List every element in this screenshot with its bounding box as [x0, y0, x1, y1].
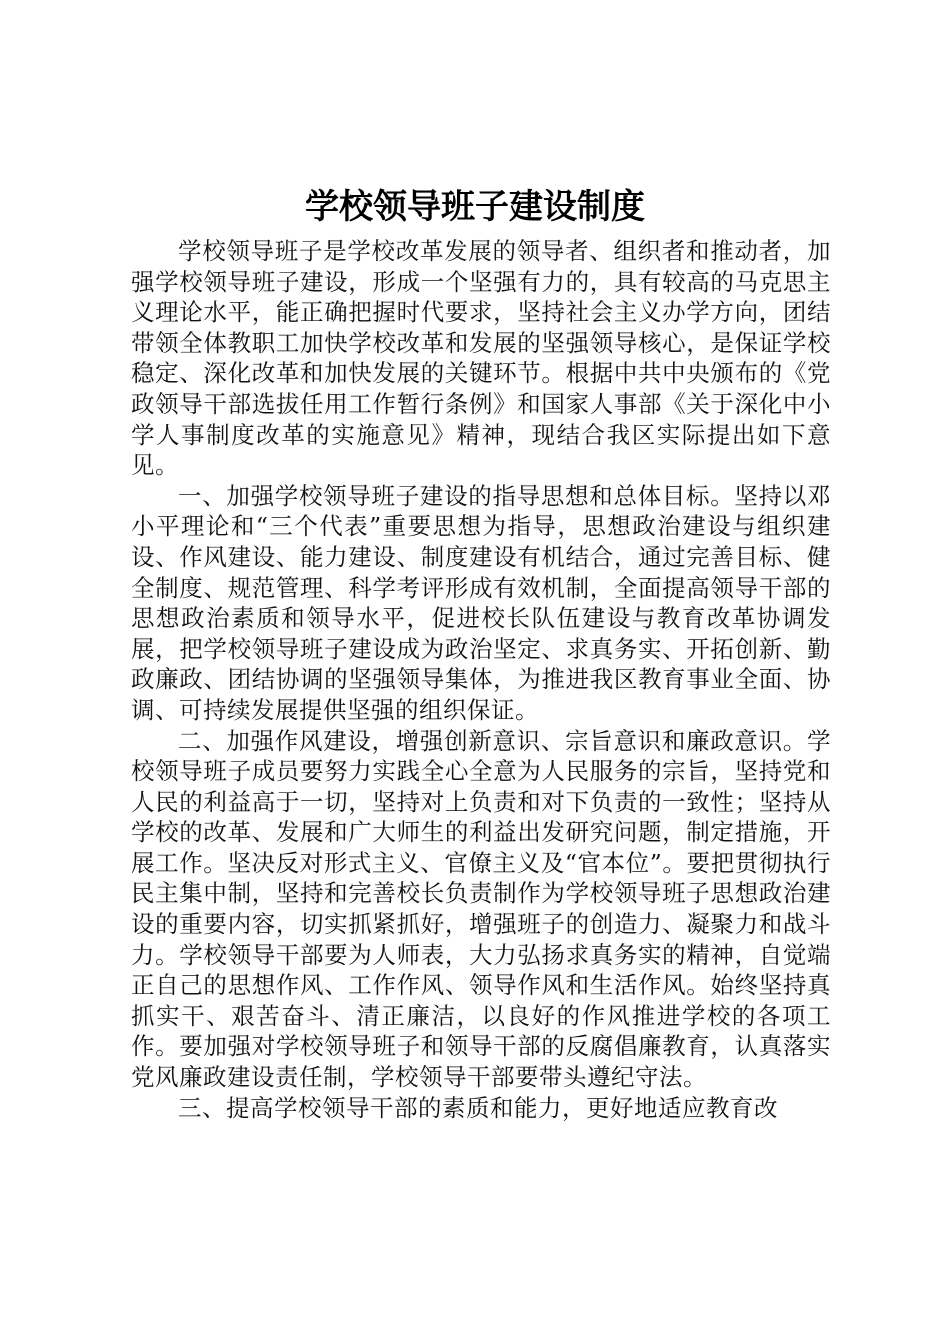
document-title: 学校领导班子建设制度 [305, 187, 645, 227]
section-2-paragraph: 二、加强作风建设，增强创新意识、宗旨意识和廉政意识。学校领导班子成员要努力实践全心全意为人民服务的宗旨，坚持党和人民的利益高于一切，坚持对上负责和对下负责的一致性；坚持从学校的改革、发展和广大师生的利益出发研究问题，制定措施，开展工作。坚决反对形式主义、官僚主义及“官本位”。要把贯彻执行民主集中制，坚持和完善校长负责制作为学校领导班子思想政治建设的重要内容，切实抓紧抓好，增强班子的创造力、凝聚力和战斗力。学校领导干部要为人师表，大力弘扬求真务实的精神，自觉端正自己的思想作风、工作作风、领导作风和生活作风。始终坚持真抓实干、艰苦奋斗、清正廉洁，以良好的作风推进学校的各项工作。要加强对学校领导班子和领导干部的反腐倡廉教育，认真落实党风廉政建设责任制，学校领导干部要带头遵纪守法。 [131, 726, 831, 1092]
document-body [131, 236, 831, 1123]
section-3-paragraph: 三、提高学校领导干部的素质和能力，更好地适应教育改 [178, 1093, 778, 1122]
intro-paragraph: 学校领导班子是学校改革发展的领导者、组织者和推动者，加强学校领导班子建设，形成一个坚强有力的，具有较高的马克思主义理论水平，能正确把握时代要求，坚持社会主义办学方向，团结带领全体教职工加快学校改革和发展的坚强领导核心，是保证学校稳定、深化改革和加快发展的关键环节。根据中共中央颁布的《党政领导干部选拔任用工作暂行条例》和国家人事部《关于深化中小学人事制度改革的实施意见》精神，现结合我区实际提出如下意见。 [131, 237, 831, 480]
section-1-paragraph: 一、加强学校领导班子建设的指导思想和总体目标。坚持以邓小平理论和“三个代表”重要思想为指导，思想政治建设与组织建设、作风建设、能力建设、制度建设有机结合，通过完善目标、健全制度、规范管理、科学考评形成有效机制，全面提高领导干部的思想政治素质和领导水平，促进校长队伍建设与教育改革协调发展，把学校领导班子建设成为政治坚定、求真务实、开拓创新、勤政廉政、团结协调的坚强领导集体，为推进我区教育事业全面、协调、可持续发展提供坚强的组织保证。 [131, 481, 831, 724]
